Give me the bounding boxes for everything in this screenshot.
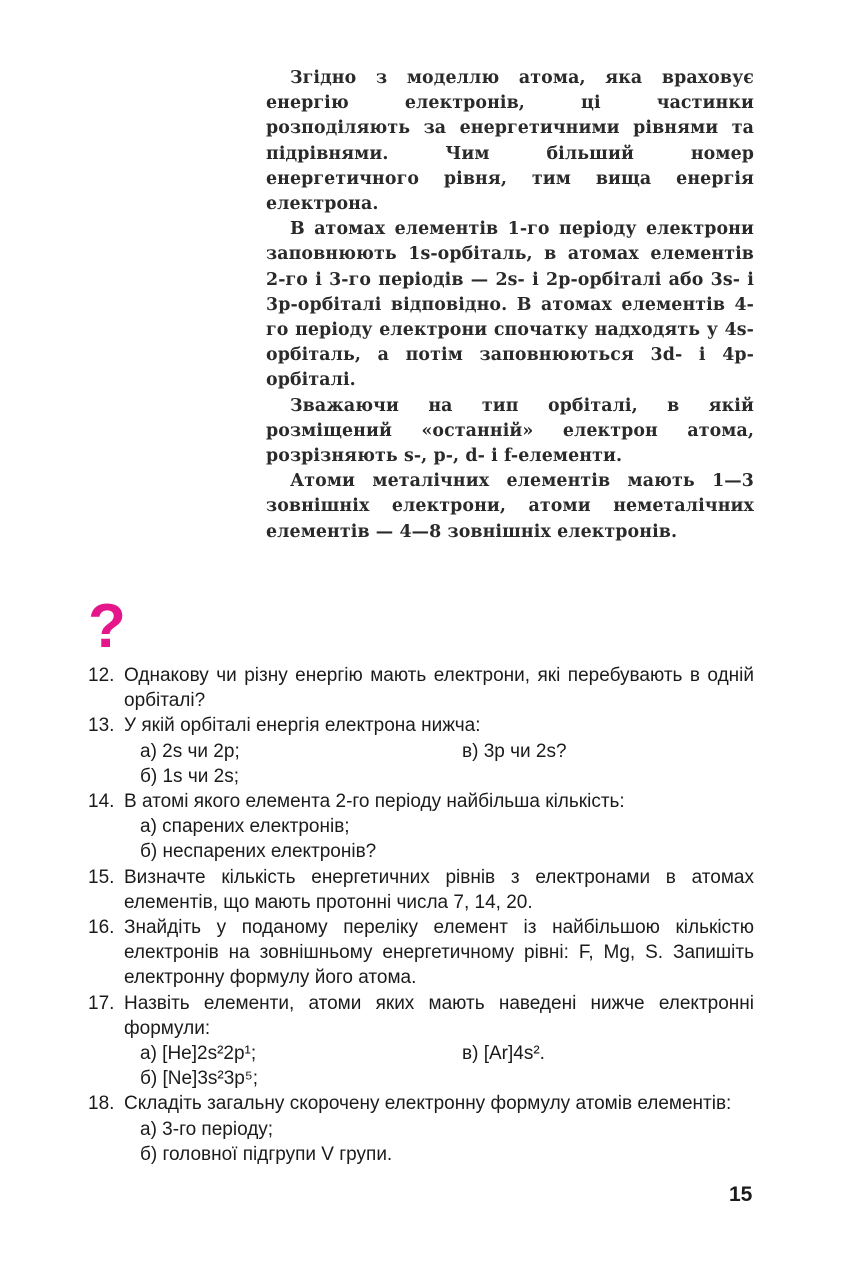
question-18-options [88,1117,754,1167]
option-b: б) 1s чи 2s; [140,765,239,787]
question-text: Складіть загальну скорочену електронну формулу атомів елементів: [124,1093,732,1115]
question-17-options [88,1041,754,1091]
question-14-options [88,814,754,864]
question-number: 12. [88,665,115,686]
summary-paragraph: Атоми металічних елементів мають 1—3 зовнішніх електрони, атоми неметалічних елементів — 4—8 зовнішніх електронів. [266,471,754,542]
questions-list [88,663,754,1167]
question-number: 17. [88,992,115,1014]
option-b: б) [Ne]3s²3p⁵; [140,1068,259,1090]
question-number: 13. [88,715,115,737]
summary-paragraph: Згідно з моделлю атома, яка враховує енергію електронів, ці частинки розподіляють за енергетичними рівнями та підрівнями. Чим більший номер енергетичного рівня, тим вища енергія електрона. [266,68,754,215]
question-number: 15. [88,866,115,888]
question-13-options [88,739,754,789]
option-a: а) 3-го періоду; [140,1118,274,1140]
question-15 [88,865,754,915]
option-b: б) неспарених електронів? [140,841,377,863]
question-number: 18. [88,1093,115,1115]
question-number: 14. [88,791,115,813]
page-number: 15 [729,1183,753,1206]
summary-paragraph: Зважаючи на тип орбіталі, в якій розміщений «останній» електрон атома, розрізняють s-, p-, d- і f-елементи. [266,395,754,467]
question-18 [88,1091,754,1116]
question-text: Визначте кількість енергетичних рівнів з електронами в атомах елементів, що мають протонні числа 7, 14, 20. [124,866,754,913]
question-13 [88,713,754,738]
question-text: Однакову чи різну енергію мають електрони, які перебувають в одній орбіталі? [124,665,754,712]
option-b: б) головної підгрупи V групи. [140,1143,393,1165]
option-a: а) [He]2s²2p¹; [140,1043,257,1065]
option-a: а) спарених електронів; [140,816,350,838]
question-mark-icon: ? [88,592,126,661]
option-v: в) 3p чи 2s? [462,740,567,762]
question-text: Знайдіть у поданому переліку елемент із найбільшою кількістю електронів на зовнішньому енергетичному рівні: F, Mg, S. Запишіть електронну формулу його атома. [124,917,754,989]
question-text: У якій орбіталі енергія електрона нижча: [124,715,481,737]
option-a: а) 2s чи 2p; [140,740,240,762]
question-text: В атомі якого елемента 2-го періоду найбільша кількість: [124,791,625,813]
question-14 [88,789,754,814]
summary-block [266,66,754,545]
question-text: Назвіть елементи, атоми яких мають наведені нижче електронні формули: [124,992,754,1039]
summary-paragraph: В атомах елементів 1-го періоду електрони заповнюють 1s-орбіталь, в атомах елементів 2-го і 3-го періодів — 2s- і 2p-орбіталі або 3s- і 3p-орбіталі відповідно. В атомах елементів 4-го періоду електрони спочатку надходять у 4s-орбіталь, а потім заповнюються 3d- і 4p-орбіталі. [266,219,754,391]
option-v: в) [Ar]4s². [462,1043,545,1065]
question-12 [88,663,754,713]
question-number: 16. [88,917,115,939]
question-17 [88,991,754,1041]
question-16 [88,915,754,991]
